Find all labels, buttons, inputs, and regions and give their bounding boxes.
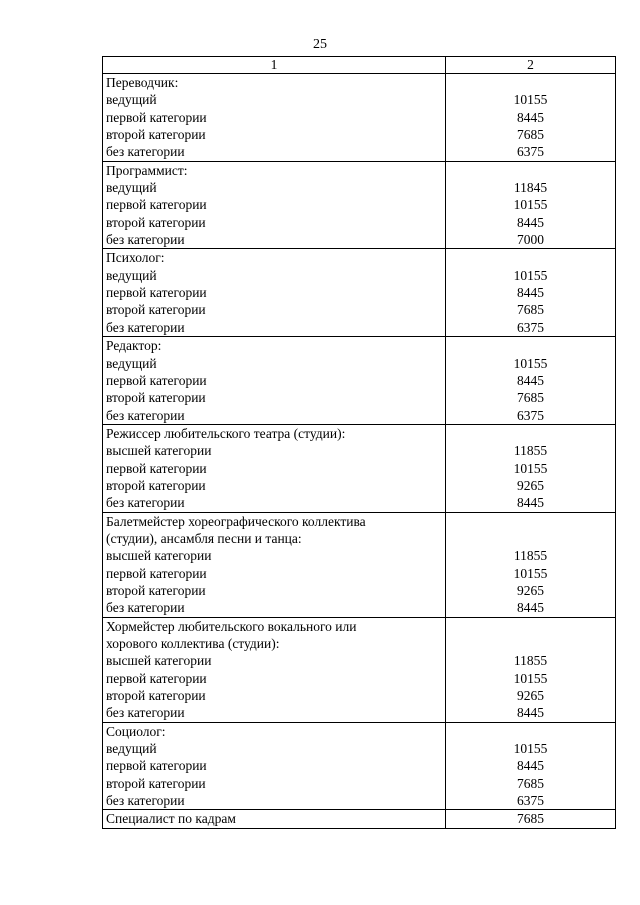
category-label: без категории [106,319,185,335]
salary-value: 9265 [517,582,544,598]
category-label: ведущий [106,355,157,371]
salary-value: 8445 [517,109,544,125]
salary-cell [446,337,616,425]
table-row [103,512,616,617]
category-label: без категории [106,232,185,248]
category-label: первой категории [106,460,207,476]
salary-table [102,56,616,829]
spacer [449,162,612,179]
salary-value: 9265 [517,477,544,493]
position-cell [103,512,446,617]
salary-value: 8445 [517,600,544,616]
salary-value: 8445 [517,285,544,301]
salary-value: 10155 [513,670,548,686]
salary-cell [446,161,616,249]
category-label: без категории [106,407,185,423]
position-title: Хормейстер любительского вокального или [106,618,357,634]
salary-value: 7685 [517,390,544,406]
table-row [103,617,616,722]
salary-value: 10155 [513,197,548,213]
table-body [103,74,616,829]
salary-value: 10155 [513,460,548,476]
position-title: Редактор: [106,338,162,354]
position-title: Психолог: [106,250,165,266]
category-label: первой категории [106,670,207,686]
spacer [449,635,612,652]
salary-cell [446,512,616,617]
spacer [449,618,612,635]
table-row [103,337,616,425]
salary-value: 7685 [517,127,544,143]
position-title: Программист: [106,162,188,178]
salary-value: 10155 [513,267,548,283]
category-label: ведущий [106,180,157,196]
category-label: первой категории [106,109,207,125]
salary-cell [446,722,616,810]
category-label: без категории [106,705,185,721]
position-title: Социолог: [106,723,166,739]
salary-value: 6375 [517,144,544,160]
spacer [449,513,612,530]
salary-value: 11855 [513,653,548,669]
salary-value: 8445 [517,214,544,230]
salary-cell [446,249,616,337]
position-cell [103,424,446,512]
spacer [449,337,612,354]
salary-value: 9265 [517,688,544,704]
category-label: первой категории [106,372,207,388]
salary-value: 6375 [517,319,544,335]
salary-value: 10155 [513,565,548,581]
spacer [449,530,612,547]
table-row [103,722,616,810]
salary-value: 10155 [513,355,548,371]
category-label: без категории [106,600,185,616]
category-label: второй категории [106,390,206,406]
salary-cell [446,74,616,162]
salary-value: 6375 [517,793,544,809]
page-number: 25 [313,37,327,52]
table-row [103,249,616,337]
category-label: высшей категории [106,653,212,669]
category-label: второй категории [106,582,206,598]
salary-cell [446,810,616,828]
position-title: Режиссер любительского театра (студии): [106,425,346,441]
category-label: второй категории [106,214,206,230]
position-title: хорового коллектива (студии): [106,636,280,651]
position-cell [103,74,446,162]
salary-value: 11855 [513,443,548,459]
salary-cell [446,424,616,512]
position-title: (студии), ансамбля песни и танца: [106,530,302,546]
salary-value: 7000 [517,232,544,248]
category-label: высшей категории [106,443,212,459]
column-header-2: 2 [446,57,616,74]
category-label: ведущий [106,92,157,108]
salary-cell [446,617,616,722]
column-header-1: 1 [103,57,446,74]
category-label: ведущий [106,267,157,283]
salary-value: 7685 [517,811,544,827]
category-label: второй категории [106,477,206,493]
category-label: без категории [106,144,185,160]
spacer [449,425,612,442]
category-label: второй категории [106,688,206,704]
table-row [103,424,616,512]
salary-value: 8445 [517,758,544,774]
table-header-row [103,57,616,74]
salary-value: 8445 [517,495,544,511]
table-row [103,161,616,249]
position-cell [103,337,446,425]
position-cell [103,617,446,722]
spacer [449,74,612,91]
spacer [449,249,612,266]
position-cell [103,722,446,810]
salary-value: 11855 [513,548,548,564]
position-title: Специалист по кадрам [106,811,236,827]
salary-value: 6375 [517,407,544,423]
position-cell [103,249,446,337]
position-cell [103,161,446,249]
category-label: высшей категории [106,548,212,564]
table-row [103,74,616,162]
category-label: без категории [106,495,185,511]
category-label: первой категории [106,285,207,301]
salary-value: 7685 [517,775,544,791]
category-label: второй категории [106,302,206,318]
category-label: без категории [106,793,185,809]
category-label: первой категории [106,197,207,213]
category-label: второй категории [106,127,206,143]
position-title: Переводчик: [106,75,179,90]
salary-value: 10155 [513,741,548,757]
salary-value: 8445 [517,705,544,721]
salary-value: 11845 [513,180,548,196]
category-label: ведущий [106,741,157,757]
table-row [103,810,616,828]
position-cell [103,810,446,828]
salary-value: 8445 [517,372,544,388]
spacer [449,723,612,740]
category-label: первой категории [106,565,207,581]
position-title: Балетмейстер хореографического коллектива [106,513,366,529]
salary-value: 10155 [513,92,548,108]
category-label: второй категории [106,775,206,791]
salary-value: 7685 [517,302,544,318]
category-label: первой категории [106,758,207,774]
